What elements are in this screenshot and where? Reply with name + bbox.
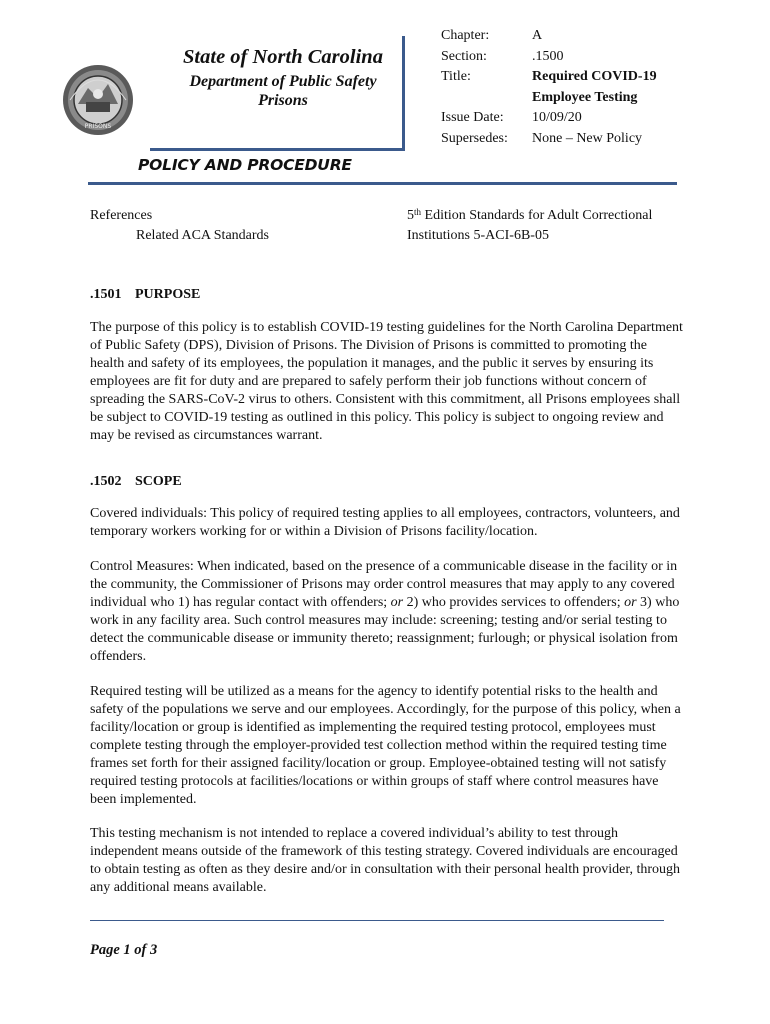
meta-section-value: .1500 [532,48,564,64]
scope-mechanism-paragraph [90,825,684,897]
meta-title-label: Title: [441,69,471,84]
references-edition-suffix: th [414,207,422,217]
purpose-title: PURPOSE [135,287,201,302]
control-text-b: 2) who provides services to offenders; [403,595,625,610]
scope-covered-paragraph [90,505,684,541]
state-name: State of North Carolina [183,46,383,68]
scope-mechanism-text: This testing mechanism is not intended to replace a covered individual’s ability to test through independent means outside of the framework of this testing strategy. Covered individuals are encouraged to obtain testing as often as they desire and/or in consultation with their personal health provider, through any additional means available. [90,826,681,895]
page-number: Page 1 of 3 [90,942,158,958]
scope-heading [90,474,182,490]
purpose-text: The purpose of this policy is to establish COVID-19 testing guidelines for the North Carolina Department of Public Safety (DPS), Division of Prisons. The Division of Prisons is committed to promoting the health and safety of its employees, the population it manages, and the public it serves by ensuring its employees are fit for duty and are prepared to safely perform their job functions without concern of spreading the SARS-CoV-2 virus to others. Consistent with this commitment, all Prisons employees shall be subject to COVID-19 testing as outlined in this policy. This policy is subject to ongoing review and may be revised as circumstances warrant. [90,320,683,443]
references-edition-number: 5 [407,208,414,223]
meta-title [441,67,692,108]
purpose-paragraph [90,319,684,445]
meta-supersedes-label: Supersedes: [441,130,508,146]
meta-title-value [532,67,692,108]
meta-title-line-2: Employee Testing [532,89,638,105]
policy-meta [441,26,692,149]
references-sub-label: Related ACA Standards [136,227,269,243]
banner-rule [88,182,677,185]
control-text-a: Control Measures: When indicated, based on the presence of a communicable disease in the facility or in the community, the Commissioner of Prisons may order control measures that may apply to any covered individual who 1) has regular contact with offenders; [90,559,678,610]
department-line-2: Prisons [258,92,308,109]
scope-covered-text: Covered individuals: This policy of required testing applies to all employees, contractors, volunteers, and temporary workers working for or within a Division of Prisons facility/location. [90,506,680,539]
control-text-c: 3) who work in any facility area. Such control measures may include: screening; testing and/or serial testing to detect the communicable disease or immunity thereto; reassignment; furlough; or physical isolation from offenders. [90,595,680,664]
meta-issue-value: 10/09/20 [532,110,582,125]
department-name [168,72,398,110]
meta-chapter [441,26,692,47]
meta-title-line-1: Required COVID-19 [532,69,657,84]
references-left [90,206,269,245]
meta-section [441,47,692,68]
references-line-2: Institutions 5-ACI-6B-05 [407,227,549,243]
scope-control-paragraph [90,558,684,666]
scope-control-text [90,558,684,666]
references-value [407,206,687,245]
meta-chapter-label: Chapter: [441,28,490,43]
scope-required-paragraph [90,683,684,809]
control-or-2: or [624,595,637,610]
references-line-1: Edition Standards for Adult Correctional [421,208,653,223]
meta-supersedes [441,129,692,150]
policy-banner: POLICY AND PROCEDURE [138,156,352,174]
footer-rule [90,920,664,921]
scope-number: .1502 [90,474,122,489]
meta-issue-date [441,108,692,129]
scope-title: SCOPE [135,474,182,489]
seal-text: PRISONS [84,123,112,130]
nc-prisons-seal-icon [62,64,134,136]
meta-chapter-value: A [532,28,543,43]
meta-issue-label: Issue Date: [441,110,504,125]
scope-required-text: Required testing will be utilized as a means for the agency to identify potential risks to the health and safety of the populations we serve and our employees. Accordingly, for the purpose of this policy, when a facility/location or group is identified as implementing the required testing protocol, employees must complete testing through the employer-provided test collection method within the required testing time frames set forth for their assigned facility/location or group. Employee-obtained testing will not satisfy required testing protocols at facilities/locations or within groups of staff where control measures have been implemented. [90,684,681,807]
meta-supersedes-value: None – New Policy [532,130,643,146]
meta-section-label: Section: [441,48,487,64]
department-line-1: Department of Public Safety [189,73,377,90]
references-label: References [90,208,153,223]
purpose-heading [90,287,200,303]
control-or-1: or [390,595,404,610]
purpose-number: .1501 [90,287,122,302]
